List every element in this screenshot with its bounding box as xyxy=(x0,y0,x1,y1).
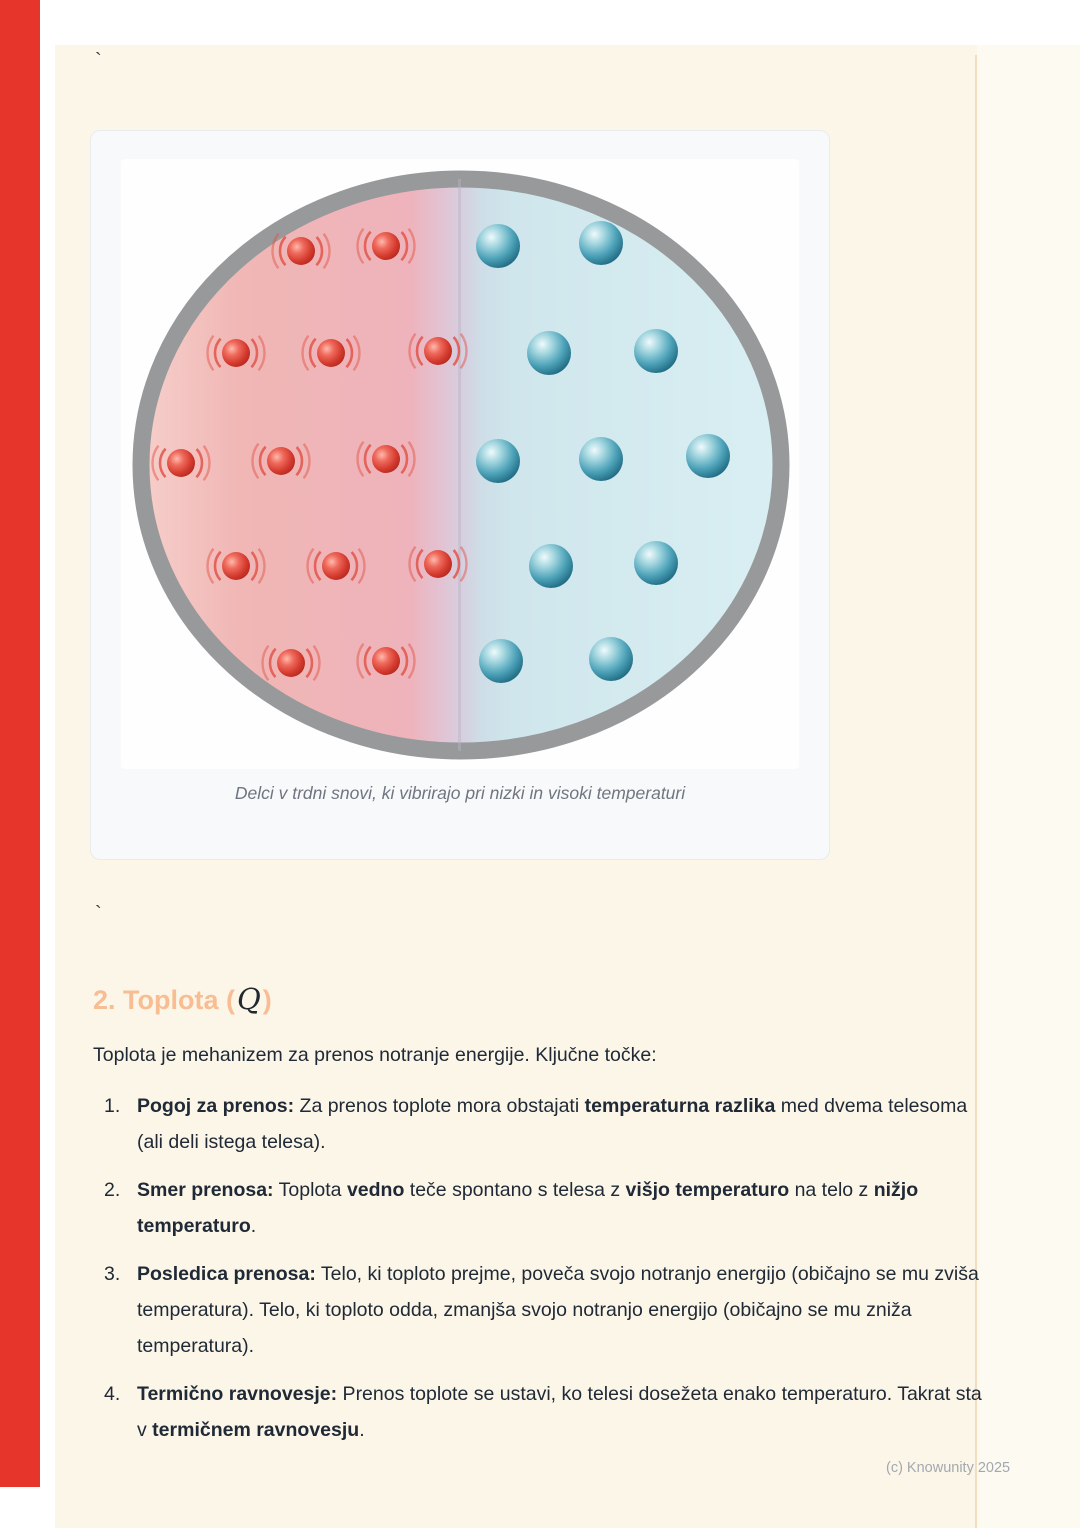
heat-symbol-q: Q xyxy=(237,982,261,1016)
heading-post: ) xyxy=(262,985,272,1015)
list-item xyxy=(104,1172,984,1244)
list-item-number: 2. xyxy=(104,1179,121,1201)
stray-backtick-top: ` xyxy=(95,50,102,72)
list-item xyxy=(104,1256,984,1364)
list-item-text: Pogoj za prenos: Za prenos toplote mora obstajati temperaturna razlika med dvema telesoma (ali deli istega telesa). xyxy=(137,1095,968,1153)
list-item-number: 4. xyxy=(104,1383,121,1405)
heading-pre: 2. Toplota ( xyxy=(93,985,235,1015)
solid-particles-illustration xyxy=(121,159,799,769)
list-item-number: 1. xyxy=(104,1095,121,1117)
page-right-margin xyxy=(977,45,1080,1528)
list-item-number: 3. xyxy=(104,1263,121,1285)
list-item-text: Posledica prenosa: Telo, ki toploto prejme, poveča svojo notranjo energijo (običajno se mu zviša temperatura). Telo, ki toploto odda, zmanjša svojo notranjo energijo (običajno se mu zniža temperatura). xyxy=(137,1263,979,1357)
key-points-list xyxy=(104,1088,984,1460)
section-intro: Toplota je mehanizem za prenos notranje energije. Ključne točke: xyxy=(93,1044,657,1066)
stray-backtick-mid: ` xyxy=(95,903,102,925)
list-item-text: Termično ravnovesje: Prenos toplote se ustavi, ko telesi dosežeta enako temperaturo. Takrat sta v termičnem ravnovesju. xyxy=(137,1383,982,1441)
copyright-note: (c) Knowunity 2025 xyxy=(886,1460,1011,1476)
list-item xyxy=(104,1376,984,1448)
left-accent-stripe xyxy=(0,0,40,1487)
figure-image xyxy=(121,159,799,769)
hot-cold-seam xyxy=(458,177,461,753)
section-heading xyxy=(93,982,272,1016)
list-item xyxy=(104,1088,984,1160)
figure-caption: Delci v trdni snovi, ki vibrirajo pri nizki in visoki temperaturi xyxy=(234,783,686,803)
list-item-text: Smer prenosa: Toplota vedno teče spontano s telesa z višjo temperaturo na telo z nižjo temperaturo. xyxy=(137,1179,919,1237)
figure-card xyxy=(90,130,830,860)
